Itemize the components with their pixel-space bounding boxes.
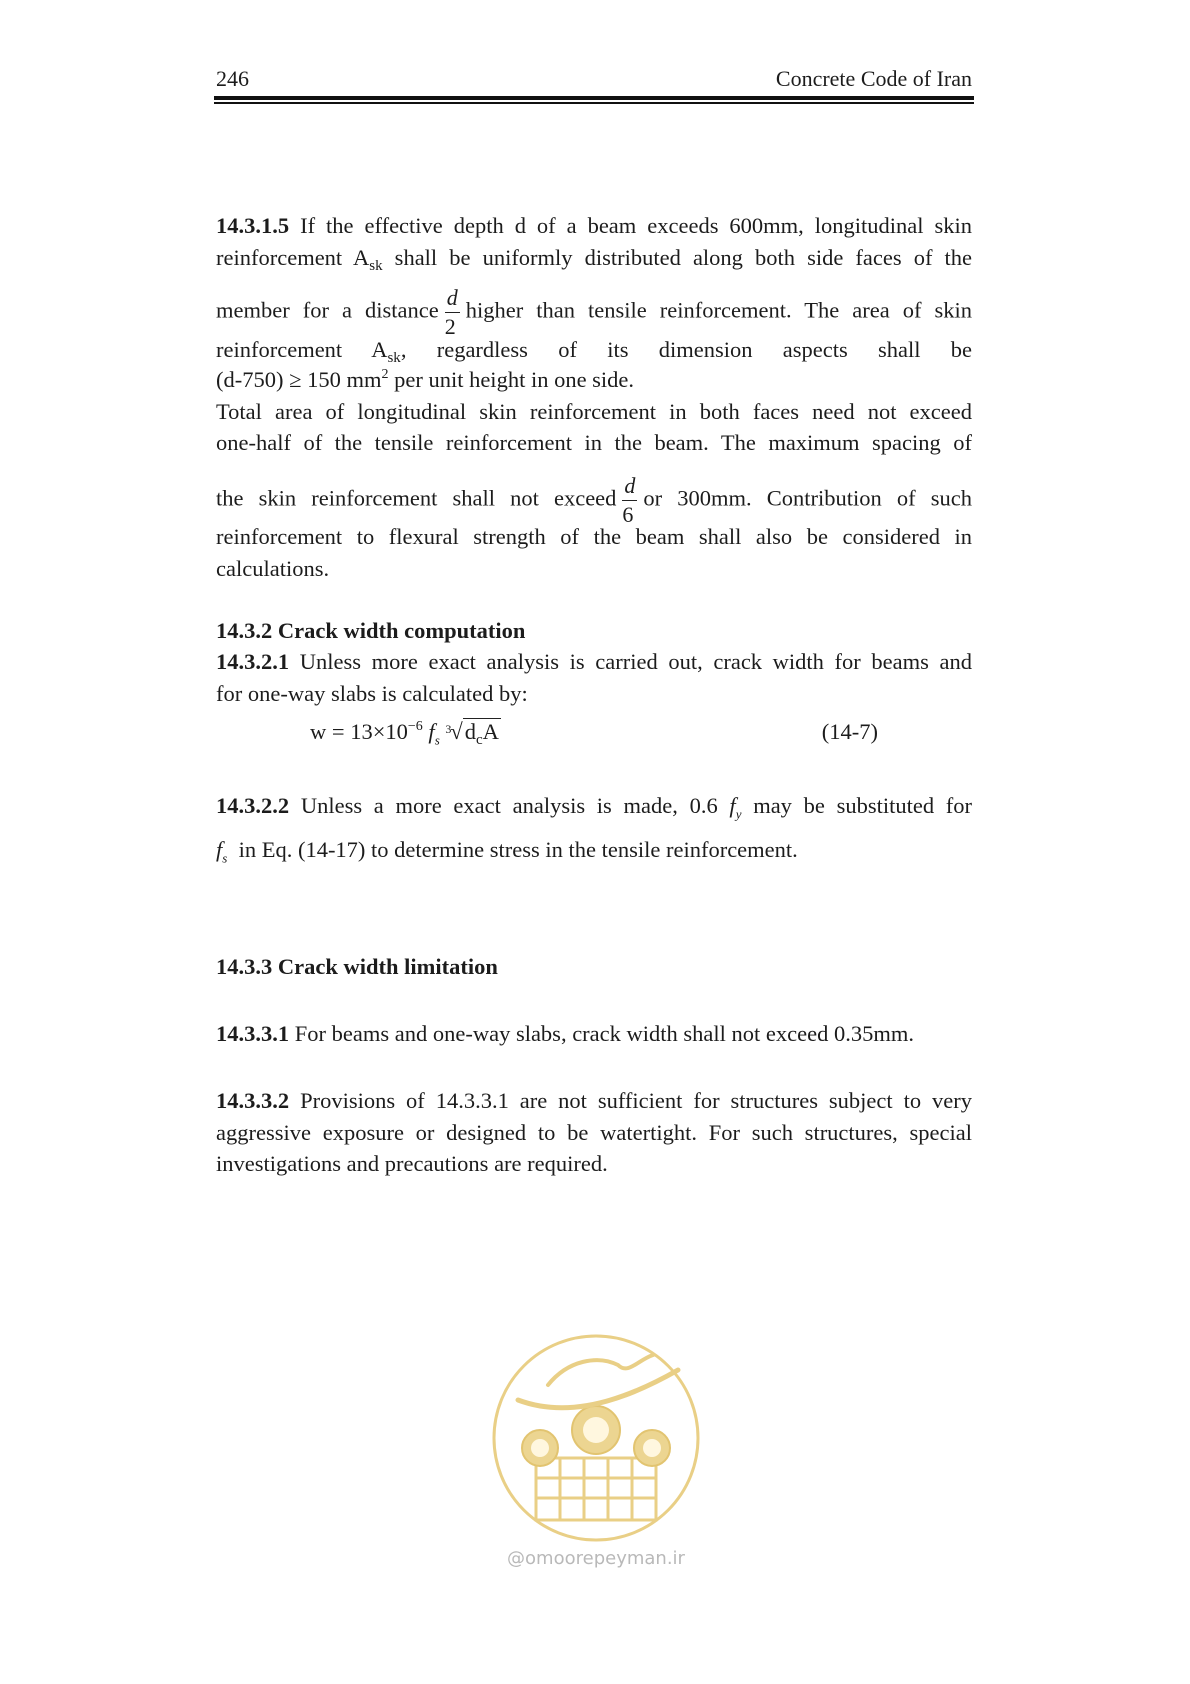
radicand bbox=[463, 718, 501, 748]
paragraph-text: If the effective depth d of a beam exceeds 600mm, longitudinal skin bbox=[300, 213, 972, 238]
heading-text: 14.3.3 Crack width limitation bbox=[216, 954, 498, 979]
symbol-f: f bbox=[428, 719, 435, 744]
paragraph-14-3-1-5-line-8 bbox=[216, 475, 972, 526]
fraction-d-over-2 bbox=[445, 287, 460, 338]
paragraph-14-3-2-1-line-1 bbox=[216, 648, 972, 676]
running-title: Concrete Code of Iran bbox=[775, 66, 972, 91]
fraction-denominator: 6 bbox=[622, 502, 634, 527]
paragraph-14-3-1-5-line-2 bbox=[216, 244, 972, 275]
root-sign: √ bbox=[450, 719, 463, 744]
paragraph-text: or 300mm. Contribution of such bbox=[643, 485, 972, 511]
watermark-url: @omoorepeyman.ir bbox=[507, 1548, 685, 1569]
subscript: s bbox=[434, 732, 440, 748]
paragraph-14-3-1-5-line-4 bbox=[216, 336, 972, 367]
superscript: 2 bbox=[381, 367, 389, 382]
paragraph-14-3-3-2-line-3: investigations and precautions are required. bbox=[216, 1151, 608, 1176]
header-rule-thick bbox=[214, 96, 974, 100]
paragraph-text: Unless more exact analysis is carried out, crack width for beams and bbox=[299, 649, 972, 674]
equation-14-7 bbox=[310, 718, 972, 755]
fraction-denominator: 2 bbox=[444, 314, 456, 339]
paragraph-text: reinforcement A bbox=[216, 245, 370, 270]
heading-text: 14.3.2 Crack width computation bbox=[216, 618, 526, 643]
paragraph-14-3-1-5-line-5 bbox=[216, 366, 972, 398]
clause-number: 14.3.3.1 bbox=[216, 1021, 290, 1046]
paragraph-14-3-3-1 bbox=[216, 1020, 972, 1048]
section-heading-14-3-3 bbox=[216, 953, 972, 981]
subscript: c bbox=[475, 732, 483, 748]
paragraph-text: Provisions of 14.3.3.1 are not sufficient for structures subject to very bbox=[300, 1088, 972, 1113]
fraction-numerator: d bbox=[445, 287, 460, 313]
paragraph-text: (d-750) ≥ 150 mm bbox=[216, 367, 382, 392]
equation-exponent: −6 bbox=[407, 719, 423, 734]
paragraph-14-3-2-2-line-2 bbox=[216, 836, 972, 873]
symbol-fy bbox=[729, 793, 742, 822]
paragraph-text: may be substituted for bbox=[753, 793, 973, 818]
cube-root bbox=[445, 718, 501, 749]
fraction-d-over-6 bbox=[622, 475, 637, 526]
symbol-d: d bbox=[464, 719, 476, 744]
subscript: sk bbox=[369, 258, 383, 274]
paragraph-14-3-1-5-line-7: one-half of the tensile reinforcement in the beam. The maximum spacing of bbox=[216, 430, 972, 455]
paragraph-14-3-1-5-line-6: Total area of longitudinal skin reinforcement in both faces need not exceed bbox=[216, 399, 972, 424]
watermark-logo bbox=[488, 1330, 704, 1546]
watermark-url-text: omoorepeyman.ir bbox=[525, 1548, 685, 1569]
subscript: sk bbox=[387, 350, 401, 366]
subscript: s bbox=[222, 850, 228, 866]
paragraph-text: per unit height in one side. bbox=[388, 367, 635, 392]
symbol-f: f bbox=[729, 793, 736, 818]
paragraph-14-3-1-5-line-10: calculations. bbox=[216, 556, 330, 581]
paragraph-14-3-1-5-line-9: reinforcement to flexural strength of the beam shall also be considered in bbox=[216, 524, 972, 549]
page-number: 246 bbox=[216, 66, 249, 91]
paragraph-text: reinforcement A bbox=[216, 337, 388, 362]
paragraph-14-3-2-2-line-1 bbox=[216, 792, 972, 829]
paragraph-text: Unless a more exact analysis is made, 0.6 bbox=[300, 793, 718, 818]
fraction-numerator: d bbox=[622, 475, 637, 501]
clause-number: 14.3.1.5 bbox=[216, 213, 290, 238]
paragraph-text: member for a distance bbox=[216, 297, 439, 323]
paragraph-14-3-1-5-line-3 bbox=[216, 287, 972, 338]
paragraph-14-3-3-2-line-2: aggressive exposure or designed to be watertight. For such structures, special bbox=[216, 1120, 972, 1145]
symbol-f: f bbox=[216, 837, 223, 862]
paragraph-text: the skin reinforcement shall not exceed bbox=[216, 485, 617, 511]
paragraph-14-3-3-2-line-1 bbox=[216, 1087, 972, 1115]
equation-number: (14-7) bbox=[821, 719, 878, 744]
equation-fs bbox=[428, 719, 440, 748]
clause-number: 14.3.3.2 bbox=[216, 1088, 290, 1113]
root-index: 3 bbox=[445, 722, 452, 736]
equation-lhs: w = 13×10 bbox=[310, 719, 408, 744]
paragraph-text: shall be uniformly distributed along both side faces of the bbox=[382, 245, 972, 270]
paragraph-14-3-1-5-line-1 bbox=[216, 212, 972, 240]
symbol-fs bbox=[216, 837, 228, 866]
paragraph-text: For beams and one-way slabs, crack width shall not exceed 0.35mm. bbox=[294, 1021, 914, 1046]
section-heading-14-3-2 bbox=[216, 617, 972, 645]
paragraph-text: higher than tensile reinforcement. The area of skin bbox=[465, 297, 972, 323]
paragraph-text: , regardless of its dimension aspects shall be bbox=[400, 337, 972, 362]
subscript: y bbox=[735, 806, 742, 822]
header-rule-thin bbox=[214, 102, 974, 104]
paragraph-14-3-2-1-line-2: for one-way slabs is calculated by: bbox=[216, 681, 528, 706]
symbol-a: A bbox=[482, 719, 499, 744]
clause-number: 14.3.2.2 bbox=[216, 793, 290, 818]
paragraph-text: in Eq. (14-17) to determine stress in the tensile reinforcement. bbox=[238, 837, 798, 862]
clause-number: 14.3.2.1 bbox=[216, 649, 290, 674]
